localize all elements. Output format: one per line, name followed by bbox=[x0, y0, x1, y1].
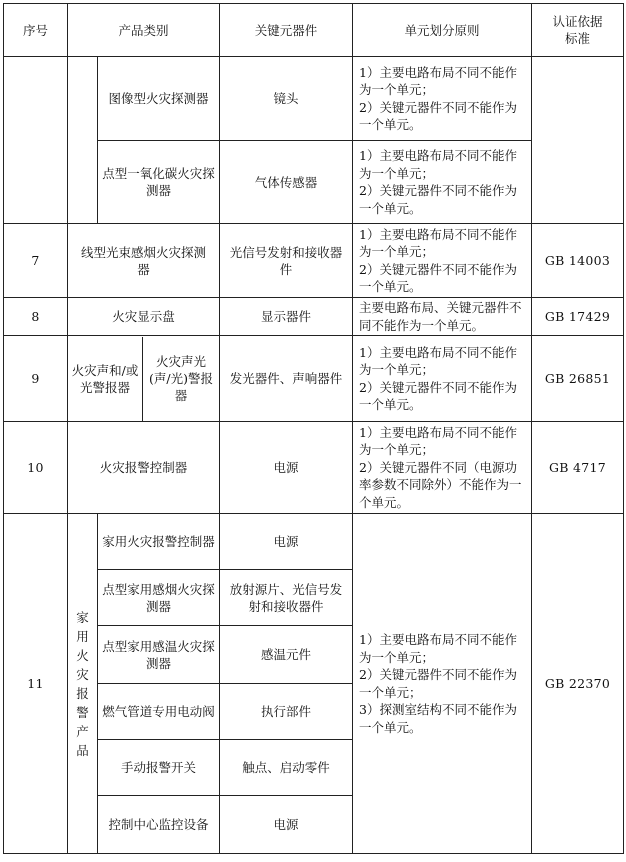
table-row bbox=[4, 57, 624, 141]
cell-no: 7 bbox=[4, 224, 68, 298]
cell-rule bbox=[353, 336, 532, 422]
cell-basis: GB 17429 bbox=[532, 298, 624, 336]
cell-component: 气体传感器 bbox=[220, 141, 353, 224]
cell-basis: GB 14003 bbox=[532, 224, 624, 298]
cell-product: 家用火灾报警控制器 bbox=[98, 514, 220, 570]
table-row bbox=[4, 422, 624, 514]
cell-product: 火灾声光(声/光)警报器 bbox=[149, 354, 213, 403]
header-basis: 认证依据标准 bbox=[532, 4, 624, 57]
cell-product: 线型光束感烟火灾探测器 bbox=[68, 224, 220, 298]
cell-rule bbox=[353, 224, 532, 298]
cell-basis: GB 4717 bbox=[532, 422, 624, 514]
cell-component: 电源 bbox=[220, 422, 353, 514]
cell-rule bbox=[353, 141, 532, 224]
standards-table-wrapper bbox=[3, 3, 624, 854]
cell-rule bbox=[353, 57, 532, 141]
cell-rule bbox=[353, 422, 532, 514]
rule-line: 1）主要电路布局不同不能作为一个单元； 2）关键元器件不同不能作为一个单元。 bbox=[359, 226, 517, 294]
table-row bbox=[4, 224, 624, 298]
cell-product: 手动报警开关 bbox=[98, 740, 220, 796]
table-row bbox=[4, 298, 624, 336]
cell-group bbox=[68, 514, 98, 854]
cell-component: 光信号发射和接收器件 bbox=[220, 224, 353, 298]
cell-no bbox=[4, 57, 68, 224]
cell-component: 电源 bbox=[220, 796, 353, 854]
cell-basis: GB 22370 bbox=[532, 514, 624, 854]
cell-group: 火灾声和/或光警报器 bbox=[68, 337, 143, 421]
cell-group bbox=[68, 57, 98, 224]
cell-component: 显示器件 bbox=[220, 298, 353, 336]
cell-product: 燃气管道专用电动阀 bbox=[98, 684, 220, 740]
cell-product: 控制中心监控设备 bbox=[98, 796, 220, 854]
certification-table bbox=[3, 3, 624, 854]
cell-component: 电源 bbox=[220, 514, 353, 570]
cell-product: 火灾显示盘 bbox=[68, 298, 220, 336]
cell-basis: GB 26851 bbox=[532, 336, 624, 422]
cell-product: 点型一氧化碳火灾探测器 bbox=[98, 141, 220, 224]
cell-product: 点型家用感温火灾探测器 bbox=[98, 626, 220, 684]
cell-no: 11 bbox=[4, 514, 68, 854]
group-label-vertical: 家用火灾报警产品 bbox=[76, 609, 89, 758]
cell-product: 火灾报警控制器 bbox=[68, 422, 220, 514]
cell-rule: 主要电路布局、关键元器件不同不能作为一个单元。 bbox=[353, 298, 532, 336]
header-no: 序号 bbox=[4, 4, 68, 57]
cell-component: 发光器件、声响器件 bbox=[220, 336, 353, 422]
cell-component: 感温元件 bbox=[220, 626, 353, 684]
cell-component: 放射源片、光信号发射和接收器件 bbox=[220, 570, 353, 626]
cell-product: 点型家用感烟火灾探测器 bbox=[98, 570, 220, 626]
cell-no: 10 bbox=[4, 422, 68, 514]
cell-no: 8 bbox=[4, 298, 68, 336]
split-container bbox=[68, 337, 219, 421]
cell-split-product bbox=[68, 336, 220, 422]
header-category: 产品类别 bbox=[68, 4, 220, 57]
cell-rule bbox=[353, 514, 532, 854]
cell-basis bbox=[532, 57, 624, 224]
rule-line: 1）主要电路布局不同不能作为一个单元； 2）关键元器件不同不能作为一个单元。 bbox=[359, 344, 517, 412]
rule-line: 1）主要电路布局不同不能作为一个单元； 2）关键元器件不同不能作为一个单元； 3）探测室结构不同不能作为一个单元。 bbox=[359, 632, 517, 735]
table-row bbox=[4, 514, 624, 570]
rule-line: 1）主要电路布局不同不能作为一个单元； 2）关键元器件不同（电源功率参数不同除外）不能作为一个单元。 bbox=[359, 424, 522, 510]
header-row bbox=[4, 4, 624, 57]
header-unit-rule: 单元划分原则 bbox=[353, 4, 532, 57]
table-row bbox=[4, 336, 624, 422]
cell-no: 9 bbox=[4, 336, 68, 422]
cell-component: 触点、启动零件 bbox=[220, 740, 353, 796]
cell-component: 镜头 bbox=[220, 57, 353, 141]
header-key-component: 关键元器件 bbox=[220, 4, 353, 57]
rule-line: 1）主要电路布局不同不能作为一个单元； 2）关键元器件不同不能作为一个单元。 bbox=[359, 148, 517, 216]
rule-line: 1）主要电路布局不同不能作为一个单元； 2）关键元器件不同不能作为一个单元。 bbox=[359, 64, 517, 132]
cell-product: 图像型火灾探测器 bbox=[98, 57, 220, 141]
cell-component: 执行部件 bbox=[220, 684, 353, 740]
